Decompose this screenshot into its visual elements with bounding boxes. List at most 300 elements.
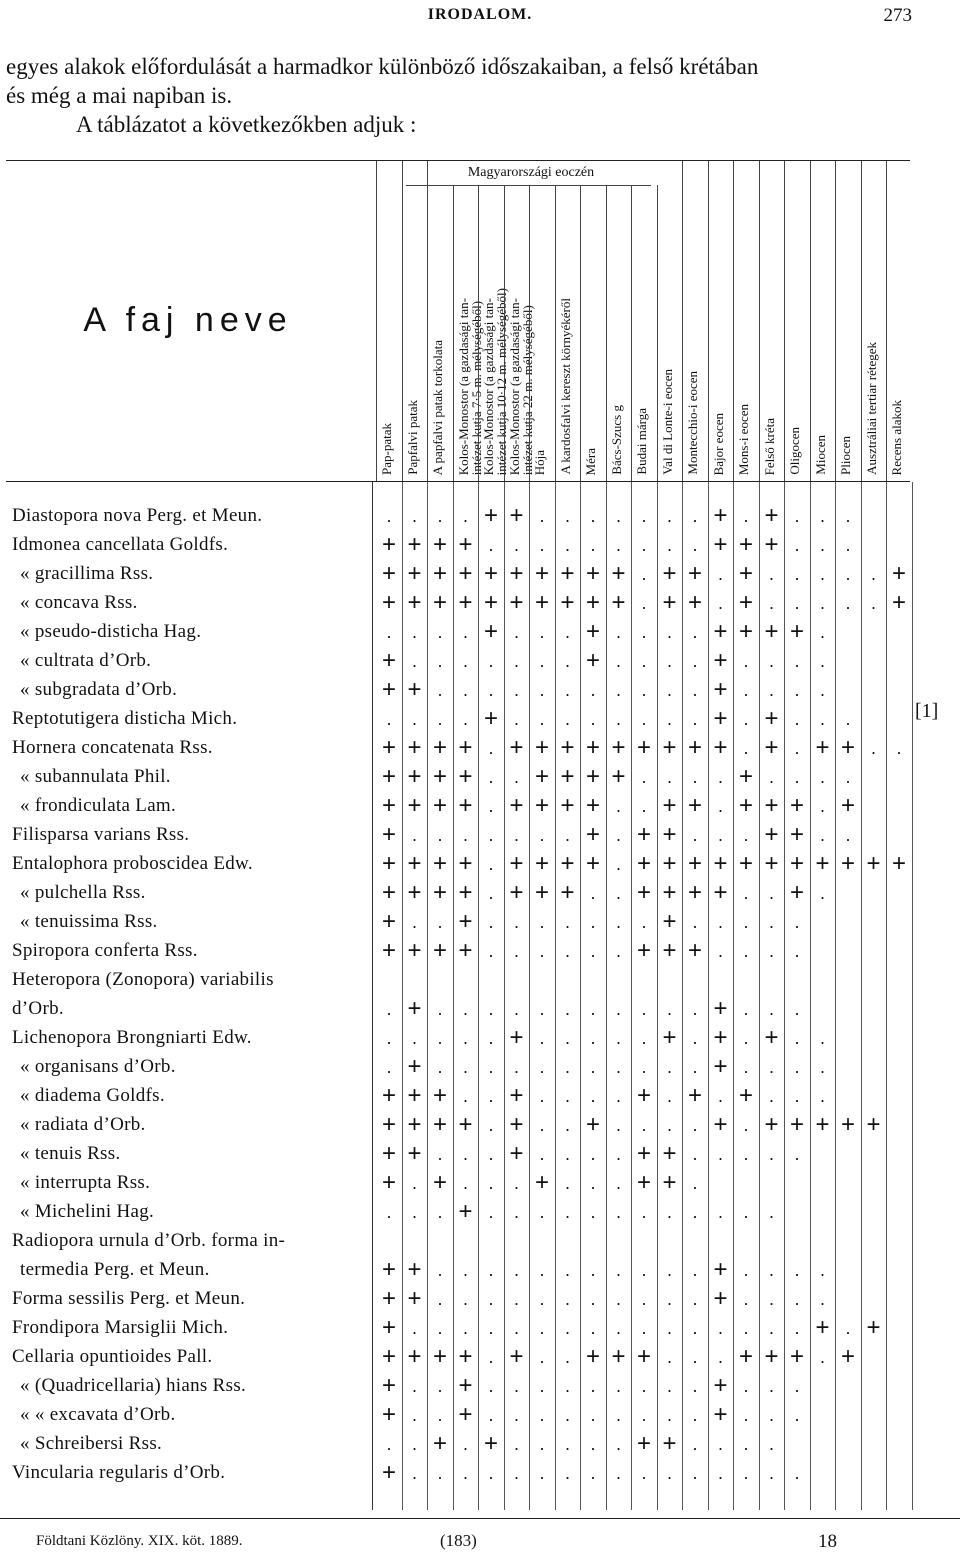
table-cell: .: [564, 999, 570, 1019]
table-cell: .: [717, 767, 723, 787]
column-header-label: Oligocen: [787, 427, 802, 475]
species-name: « subannulata Phil.: [20, 766, 171, 787]
occurrence-mark: +: [585, 647, 600, 674]
occurrence-mark: +: [789, 821, 804, 848]
table-cell: .: [462, 506, 468, 526]
occurrence-mark: +: [840, 1111, 855, 1138]
table-row: [6, 995, 910, 1024]
table-cell: .: [743, 912, 749, 932]
table-cell: .: [692, 1260, 698, 1280]
table-cell: .: [564, 1173, 570, 1193]
occurrence-mark: +: [789, 1343, 804, 1370]
species-name: « organisans d’Orb.: [20, 1056, 176, 1077]
species-name: « subgradata d’Orb.: [20, 679, 178, 700]
occurrence-mark: +: [840, 1343, 855, 1370]
table-cell: .: [692, 1434, 698, 1454]
table-cell: .: [794, 1260, 800, 1280]
occurrence-mark: +: [636, 734, 651, 761]
column-header-label: Kolos-Monostor (a gazdasági tan- intézet kutja 10·12 m. mélységéből): [481, 287, 509, 475]
table-cell: .: [564, 535, 570, 555]
occurrence-mark: +: [458, 734, 473, 761]
occurrence-mark: +: [585, 560, 600, 587]
column-rule: [580, 185, 581, 481]
group-header: Magyarországi eoczén: [467, 165, 595, 180]
column-header-label: Val di Lonte-i eocen: [659, 369, 675, 475]
species-name: « « excavata d’Orb.: [20, 1404, 176, 1425]
table-cell: .: [437, 1202, 443, 1222]
column-header-label: Bajor eocen: [710, 412, 726, 475]
table-cell: .: [794, 767, 800, 787]
table-cell: .: [615, 709, 621, 729]
table-cell: .: [666, 709, 672, 729]
table-row: [6, 1053, 910, 1082]
column-header: [555, 185, 581, 475]
column-header-label: Montecchio-i eocen: [685, 371, 700, 475]
column-rule: [504, 482, 505, 1510]
table-cell: .: [513, 999, 519, 1019]
table-cell: .: [641, 1376, 647, 1396]
occurrence-mark: +: [815, 850, 830, 877]
table-cell: .: [641, 1028, 647, 1048]
table-cell: .: [462, 1260, 468, 1280]
occurrence-mark: +: [509, 1140, 524, 1167]
occurrence-mark: +: [636, 821, 651, 848]
species-name: Hornera concatenata Rss.: [12, 737, 213, 758]
occurrence-mark: +: [585, 821, 600, 848]
occurrence-mark: +: [764, 705, 779, 732]
table-cell: .: [488, 1144, 494, 1164]
column-rule: [861, 482, 862, 1510]
table-cell: .: [539, 1434, 545, 1454]
column-header: [759, 185, 785, 475]
table-cell: .: [743, 651, 749, 671]
table-cell: .: [564, 506, 570, 526]
table-row: [6, 589, 910, 618]
table-cell: .: [641, 912, 647, 932]
occurrence-mark: +: [891, 850, 906, 877]
table-row: [6, 879, 910, 908]
table-cell: .: [437, 1463, 443, 1483]
occurrence-mark: +: [458, 1343, 473, 1370]
occurrence-mark: +: [687, 734, 702, 761]
occurrence-mark: +: [483, 1430, 498, 1457]
page-header: [0, 6, 960, 28]
table-cell: .: [743, 1405, 749, 1425]
column-header-label: Méra: [583, 447, 598, 475]
occurrence-mark: +: [432, 734, 447, 761]
table-cell: .: [590, 1028, 596, 1048]
occurrence-mark: +: [713, 676, 728, 703]
table-cell: .: [717, 1086, 723, 1106]
occurrence-mark: +: [407, 1285, 422, 1312]
occurrence-mark: +: [381, 850, 396, 877]
occurrence-mark: +: [432, 589, 447, 616]
column-rule: [784, 482, 785, 1510]
table-cell: .: [411, 1173, 417, 1193]
table-cell: .: [513, 1405, 519, 1425]
table-cell: .: [564, 1376, 570, 1396]
table-cell: .: [539, 506, 545, 526]
occurrence-mark: +: [891, 560, 906, 587]
table-cell: .: [641, 506, 647, 526]
table-cell: .: [539, 1318, 545, 1338]
occurrence-mark: +: [764, 1111, 779, 1138]
species-name: « tenuissima Rss.: [20, 911, 158, 932]
table-cell: .: [513, 1376, 519, 1396]
table-header: [6, 160, 910, 482]
column-header: [606, 185, 632, 475]
occurrence-mark: +: [432, 1111, 447, 1138]
table-cell: .: [641, 564, 647, 584]
occurrence-mark: +: [458, 850, 473, 877]
column-header: [402, 185, 428, 475]
occurrence-mark: +: [662, 589, 677, 616]
column-rule: [886, 161, 887, 481]
table-cell: .: [641, 709, 647, 729]
table-cell: .: [870, 564, 876, 584]
table-cell: .: [539, 1057, 545, 1077]
table-cell: .: [437, 1057, 443, 1077]
column-rule: [529, 185, 530, 481]
table-cell: .: [819, 1289, 825, 1309]
column-rule: [733, 482, 734, 1510]
table-cell: .: [386, 506, 392, 526]
occurrence-mark: +: [840, 792, 855, 819]
table-cell: .: [666, 651, 672, 671]
occurrence-mark: +: [509, 1111, 524, 1138]
table-cell: .: [488, 680, 494, 700]
table-row: [6, 1256, 910, 1285]
occurrence-mark: +: [713, 1285, 728, 1312]
table-cell: .: [692, 680, 698, 700]
table-cell: .: [539, 1115, 545, 1135]
occurrence-mark: +: [560, 560, 575, 587]
column-rule: [376, 161, 377, 481]
column-rule: [606, 482, 607, 1510]
table-cell: .: [666, 1318, 672, 1338]
table-cell: .: [411, 1202, 417, 1222]
table-cell: .: [564, 1086, 570, 1106]
column-rule: [886, 482, 887, 1510]
table-cell: .: [513, 622, 519, 642]
occurrence-mark: +: [534, 589, 549, 616]
table-cell: .: [794, 680, 800, 700]
table-cell: .: [794, 1376, 800, 1396]
table-cell: .: [590, 912, 596, 932]
table-cell: .: [615, 1289, 621, 1309]
table-cell: .: [564, 1347, 570, 1367]
table-cell: .: [513, 1173, 519, 1193]
table-cell: .: [437, 1376, 443, 1396]
occurrence-mark: +: [738, 531, 753, 558]
table-cell: .: [513, 1434, 519, 1454]
table-cell: .: [437, 506, 443, 526]
table-row: [6, 734, 910, 763]
occurrence-mark: +: [636, 1169, 651, 1196]
species-name: « Michelini Hag.: [20, 1201, 155, 1222]
table-cell: .: [590, 1463, 596, 1483]
table-cell: .: [717, 1347, 723, 1367]
table-row: [6, 676, 910, 705]
occurrence-mark: +: [738, 850, 753, 877]
column-rule: [708, 161, 709, 481]
table-cell: .: [488, 1318, 494, 1338]
table-row: [6, 763, 910, 792]
occurrence-mark: +: [636, 937, 651, 964]
occurrence-mark: +: [662, 792, 677, 819]
occurrence-mark: +: [509, 560, 524, 587]
table-cell: .: [590, 1376, 596, 1396]
table-cell: .: [539, 1086, 545, 1106]
table-cell: .: [462, 1173, 468, 1193]
table-cell: .: [462, 1086, 468, 1106]
occurrence-mark: +: [764, 734, 779, 761]
column-header: [886, 185, 912, 475]
table-cell: .: [488, 1202, 494, 1222]
table-cell: .: [768, 999, 774, 1019]
table-row: [6, 850, 910, 879]
occurrence-mark: +: [585, 850, 600, 877]
table-cell: .: [641, 1057, 647, 1077]
table-cell: .: [794, 564, 800, 584]
table-cell: .: [411, 1376, 417, 1396]
occurrence-mark: +: [713, 531, 728, 558]
table-cell: .: [819, 1028, 825, 1048]
table-cell: .: [539, 825, 545, 845]
column-header: [580, 185, 606, 475]
column-header-label: Ausztráliai tertiar rétegek: [863, 342, 879, 475]
table-cell: .: [870, 593, 876, 613]
occurrence-mark: +: [560, 850, 575, 877]
table-cell: .: [564, 651, 570, 671]
table-cell: .: [845, 709, 851, 729]
occurrence-mark: +: [381, 1169, 396, 1196]
occurrence-mark: +: [764, 821, 779, 848]
table-cell: .: [743, 709, 749, 729]
table-cell: .: [717, 1202, 723, 1222]
occurrence-mark: +: [534, 763, 549, 790]
column-rule: [555, 482, 556, 1510]
occurrence-mark: +: [687, 589, 702, 616]
species-name: Idmonea cancellata Goldfs.: [12, 534, 229, 555]
table-cell: .: [692, 709, 698, 729]
column-rule: [682, 482, 683, 1510]
table-cell: .: [768, 1144, 774, 1164]
occurrence-mark: +: [738, 763, 753, 790]
occurrence-mark: +: [407, 589, 422, 616]
table-cell: .: [615, 883, 621, 903]
table-cell: .: [462, 651, 468, 671]
table-cell: .: [437, 1318, 443, 1338]
table-row: [6, 908, 910, 937]
table-cell: .: [768, 1289, 774, 1309]
occurrence-mark: +: [687, 937, 702, 964]
occurrence-mark: +: [534, 1169, 549, 1196]
running-title: IRODALOM.: [427, 6, 533, 23]
table-cell: .: [488, 1028, 494, 1048]
table-cell: .: [539, 535, 545, 555]
table-cell: .: [794, 1028, 800, 1048]
table-cell: .: [513, 1202, 519, 1222]
occurrence-mark: +: [458, 589, 473, 616]
table-cell: .: [743, 738, 749, 758]
table-cell: .: [411, 622, 417, 642]
table-cell: .: [666, 1202, 672, 1222]
table-cell: .: [513, 535, 519, 555]
species-name: « (Quadricellaria) hians Rss.: [20, 1375, 247, 1396]
species-name: Diastopora nova Perg. et Meun.: [12, 505, 263, 526]
occurrence-mark: +: [407, 850, 422, 877]
species-name: « interrupta Rss.: [20, 1172, 151, 1193]
occurrence-mark: +: [687, 850, 702, 877]
table-cell: .: [768, 1463, 774, 1483]
table-cell: .: [615, 651, 621, 671]
table-cell: .: [768, 593, 774, 613]
table-cell: .: [743, 883, 749, 903]
occurrence-mark: +: [509, 589, 524, 616]
column-header: [708, 185, 734, 475]
occurrence-mark: +: [407, 1111, 422, 1138]
column-rule: [427, 161, 428, 481]
table-cell: .: [641, 680, 647, 700]
table-cell: .: [641, 1202, 647, 1222]
table-cell: .: [615, 796, 621, 816]
occurrence-mark: +: [738, 589, 753, 616]
table-cell: .: [539, 1405, 545, 1425]
occurrence-mark: +: [662, 821, 677, 848]
table-row: [6, 1430, 910, 1459]
table-cell: .: [462, 1057, 468, 1077]
occurrence-mark: +: [407, 734, 422, 761]
table-row: [6, 560, 910, 589]
table-cell: .: [717, 1463, 723, 1483]
table-cell: .: [641, 1260, 647, 1280]
table-cell: .: [641, 622, 647, 642]
table-cell: .: [666, 767, 672, 787]
column-header: [631, 185, 657, 475]
table-cell: .: [845, 506, 851, 526]
table-row: [6, 1024, 910, 1053]
table-cell: .: [641, 999, 647, 1019]
table-cell: .: [462, 622, 468, 642]
column-rule: [453, 482, 454, 1510]
table-cell: .: [794, 912, 800, 932]
occurrence-mark: +: [509, 502, 524, 529]
occurrence-mark: +: [662, 1430, 677, 1457]
table-row: [6, 1082, 910, 1111]
occurrence-mark: +: [662, 1140, 677, 1167]
occurrence-mark: +: [432, 1082, 447, 1109]
table-cell: .: [564, 1115, 570, 1135]
occurrence-mark: +: [381, 879, 396, 906]
occurrence-mark: +: [713, 879, 728, 906]
occurrence-mark: +: [662, 560, 677, 587]
occurrence-mark: +: [407, 937, 422, 964]
occurrence-mark: +: [407, 763, 422, 790]
table-cell: .: [692, 651, 698, 671]
occurrence-mark: +: [636, 1343, 651, 1370]
table-cell: .: [794, 1289, 800, 1309]
occurrence-mark: +: [381, 937, 396, 964]
table-cell: .: [437, 622, 443, 642]
table-cell: .: [386, 1028, 392, 1048]
table-cell: .: [564, 622, 570, 642]
column-header-label: Pap-patak: [379, 423, 394, 475]
table-cell: .: [768, 1202, 774, 1222]
occurrence-mark: +: [789, 792, 804, 819]
column-rule: [606, 185, 607, 481]
table-cell: .: [615, 941, 621, 961]
occurrence-mark: +: [611, 1343, 626, 1370]
table-row: [6, 1111, 910, 1140]
table-cell: .: [462, 999, 468, 1019]
column-header-label: Recens alakok: [889, 399, 904, 475]
occurrence-mark: +: [866, 850, 881, 877]
occurrence-mark: +: [738, 1082, 753, 1109]
occurrence-mark: +: [636, 1140, 651, 1167]
table-cell: .: [488, 1347, 494, 1367]
occurrence-mark: +: [381, 1140, 396, 1167]
occurrence-mark: +: [381, 560, 396, 587]
occurrence-mark: +: [840, 850, 855, 877]
column-header: [861, 185, 887, 475]
table-cell: .: [768, 651, 774, 671]
table-cell: .: [615, 1086, 621, 1106]
table-cell: .: [692, 1463, 698, 1483]
table-cell: .: [513, 709, 519, 729]
occurrence-mark: +: [407, 792, 422, 819]
occurrence-mark: +: [381, 734, 396, 761]
table-cell: .: [819, 883, 825, 903]
column-header-label: Pliocen: [838, 436, 853, 475]
occurrence-mark: +: [407, 531, 422, 558]
table-cell: .: [437, 1144, 443, 1164]
occurrence-mark: +: [662, 908, 677, 935]
occurrence-mark: +: [585, 1111, 600, 1138]
occurrence-mark: +: [738, 1343, 753, 1370]
table-cell: .: [896, 738, 902, 758]
table-cell: .: [794, 738, 800, 758]
table-cell: .: [411, 825, 417, 845]
table-cell: .: [743, 1289, 749, 1309]
species-name: « gracillima Rss.: [20, 563, 154, 584]
occurrence-mark: +: [764, 792, 779, 819]
table-cell: .: [794, 999, 800, 1019]
occurrence-mark: +: [815, 1314, 830, 1341]
footer-signature: 18: [818, 1531, 837, 1552]
occurrence-mark: +: [458, 1372, 473, 1399]
occurrence-mark: +: [611, 589, 626, 616]
table-cell: .: [513, 825, 519, 845]
occurrence-mark: +: [687, 879, 702, 906]
table-row: [6, 1285, 910, 1314]
occurrence-mark: +: [458, 937, 473, 964]
table-cell: .: [768, 941, 774, 961]
table-cell: .: [462, 1318, 468, 1338]
column-rule: [555, 185, 556, 481]
table-cell: .: [590, 1434, 596, 1454]
table-cell: .: [794, 1405, 800, 1425]
table-cell: .: [743, 1057, 749, 1077]
table-cell: .: [794, 709, 800, 729]
occurrence-mark: +: [381, 821, 396, 848]
table-cell: .: [641, 767, 647, 787]
table-row: [6, 1169, 910, 1198]
column-header: [504, 185, 535, 475]
occurrence-mark: +: [585, 763, 600, 790]
table-cell: .: [845, 564, 851, 584]
occurrence-mark: +: [407, 1053, 422, 1080]
